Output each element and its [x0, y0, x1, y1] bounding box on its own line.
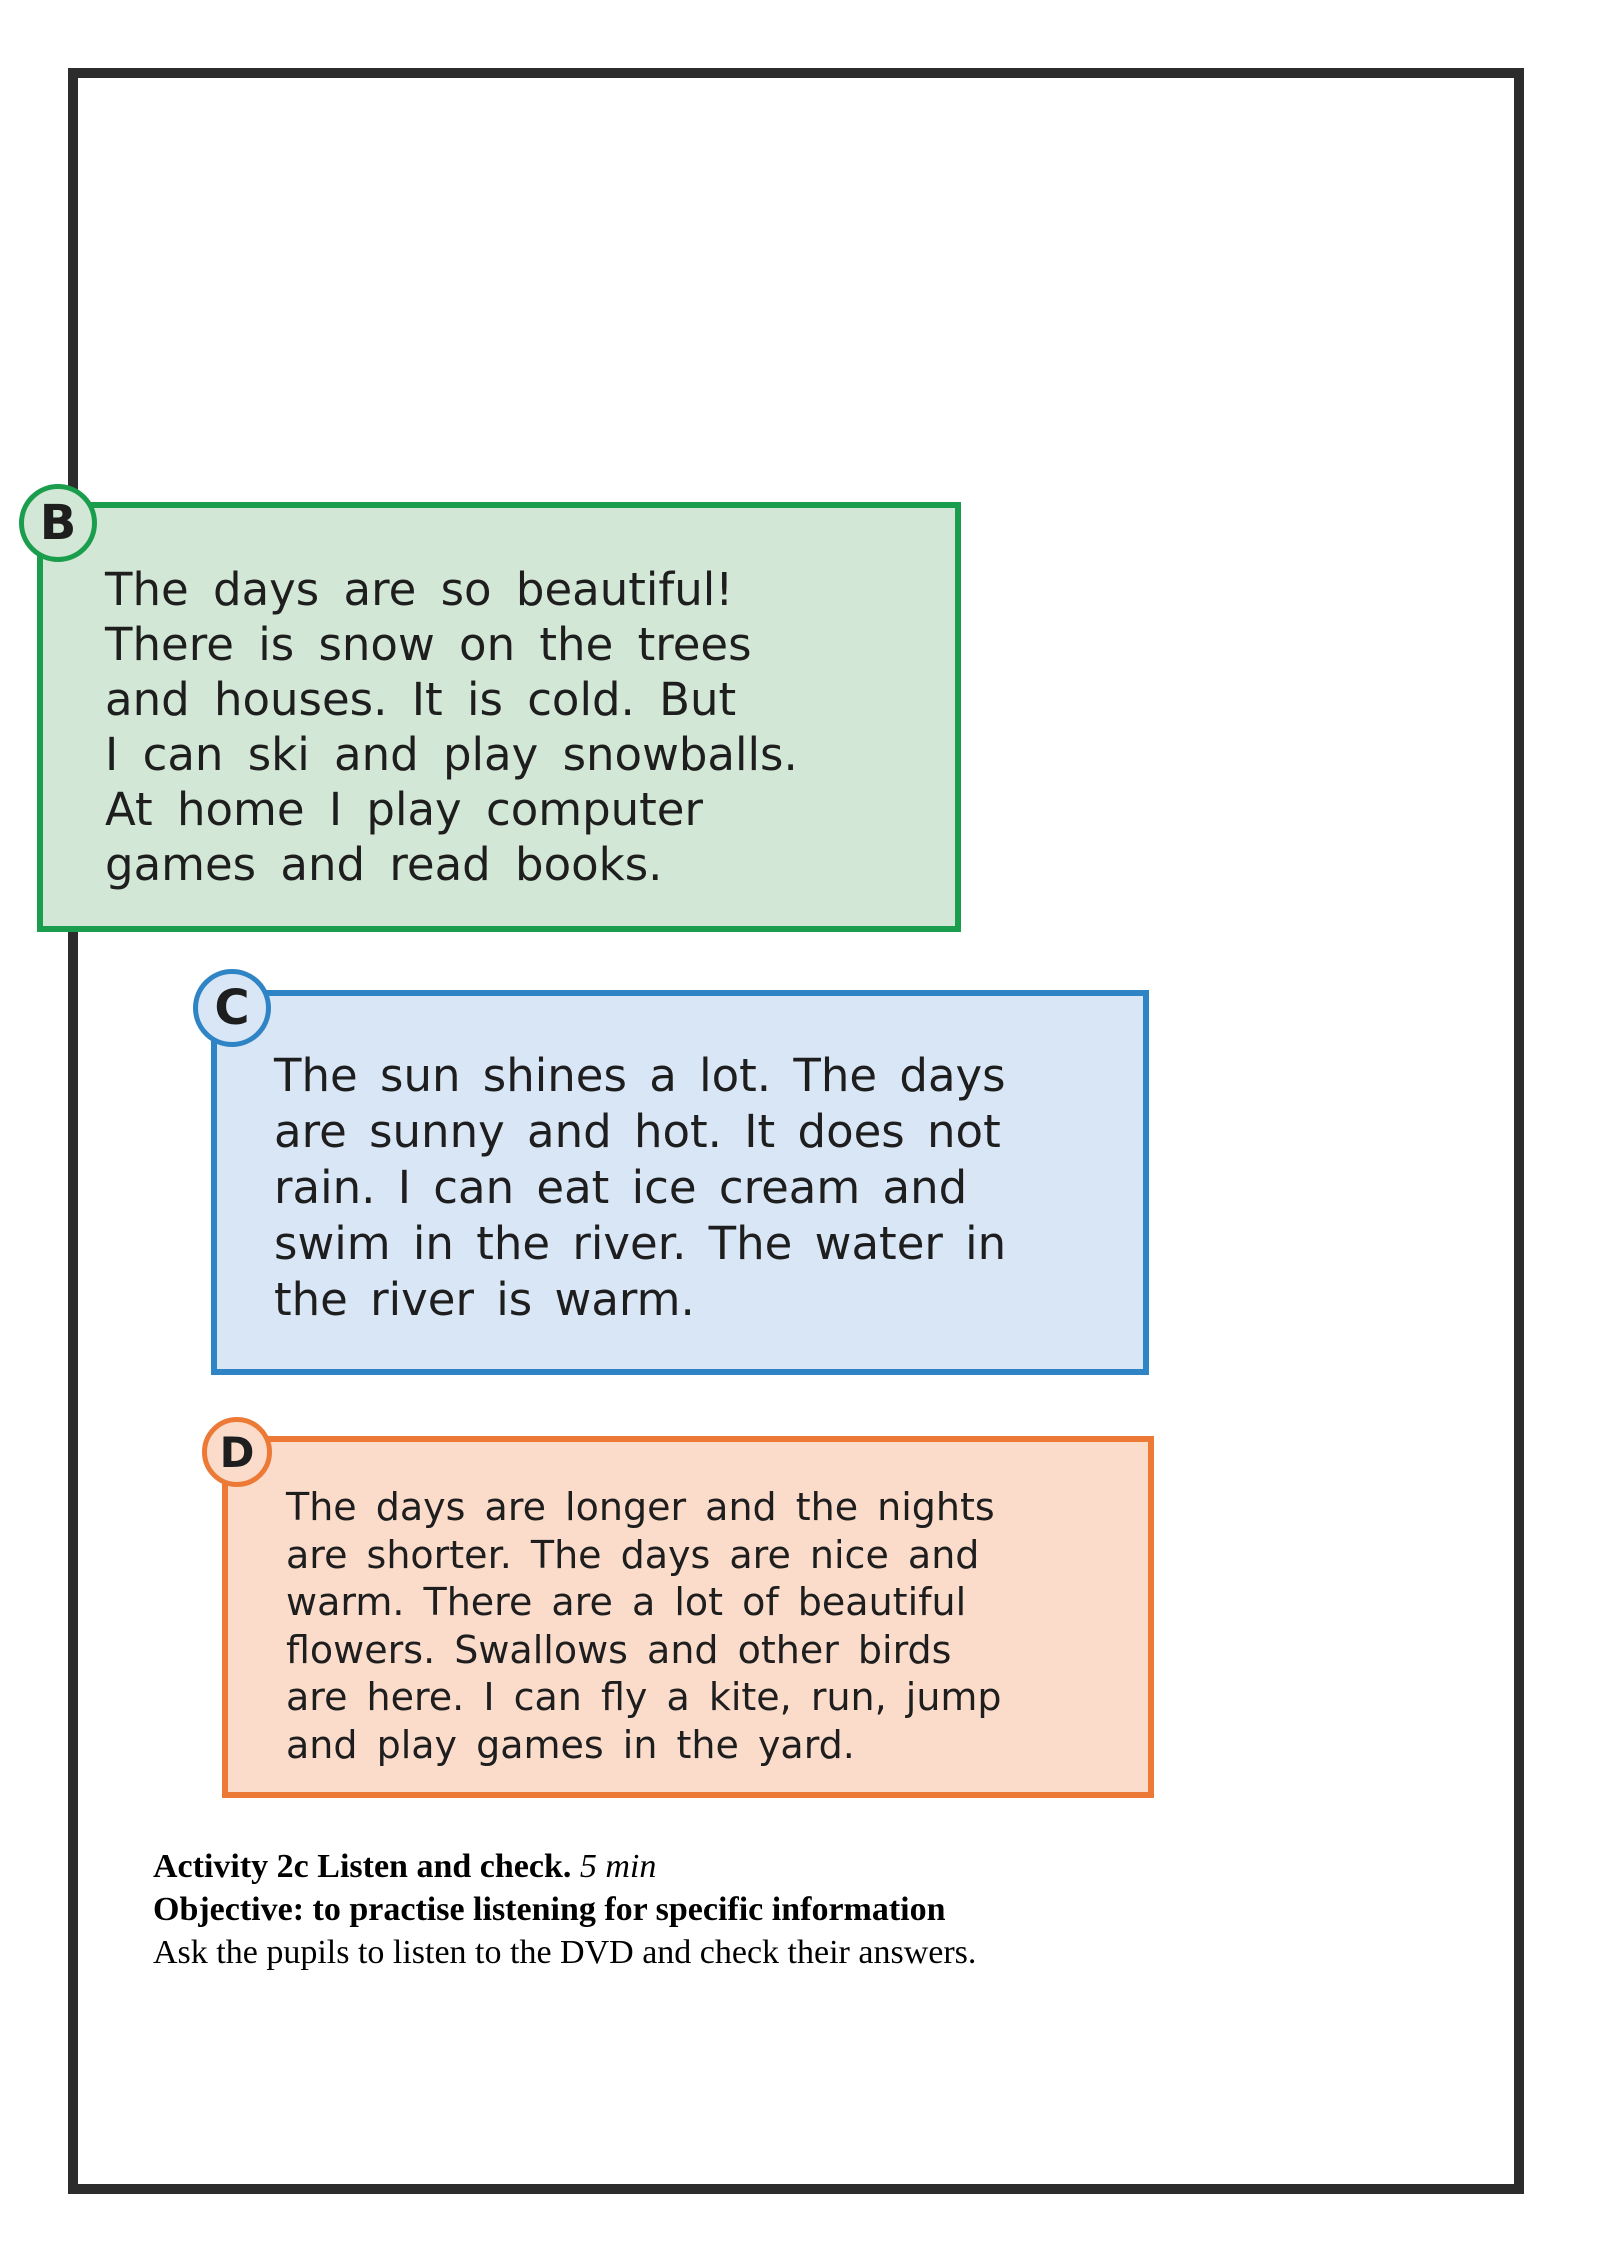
- text-card-c: [211, 990, 1149, 1375]
- activity-heading-line: [153, 1845, 976, 1888]
- activity-title: Activity 2c Listen and check.: [153, 1848, 572, 1885]
- card-line: I can ski and play snowballs.: [105, 728, 798, 781]
- card-line: are here. I can fly a kite, run, jump: [286, 1675, 1002, 1719]
- badge-b-label: B: [19, 484, 97, 562]
- card-line: At home I play computer: [105, 783, 703, 836]
- card-line: flowers. Swallows and other birds: [286, 1627, 952, 1672]
- activity-duration: 5 min: [579, 1848, 657, 1885]
- activity-objective: Objective: to practise listening for specific information: [153, 1891, 946, 1928]
- card-line: and houses. It is cold. But: [105, 673, 737, 726]
- card-line: the river is warm.: [274, 1273, 695, 1326]
- badge-d-label: D: [202, 1417, 272, 1487]
- card-line: are shorter. The days are nice and: [286, 1532, 980, 1577]
- activity-notes: [153, 1845, 976, 1974]
- card-line: swim in the river. The water in: [274, 1217, 1007, 1270]
- card-line: The sun shines a lot. The days: [274, 1049, 1006, 1102]
- card-c-text: [274, 1048, 1143, 1328]
- card-d-text: [286, 1484, 1148, 1769]
- card-line: warm. There are a lot of beautiful: [286, 1580, 967, 1624]
- activity-instruction: Ask the pupils to listen to the DVD and check their answers.: [153, 1934, 977, 1971]
- text-card-d: [222, 1436, 1154, 1798]
- card-line: There is snow on the trees: [105, 618, 752, 671]
- card-line: are sunny and hot. It does not: [274, 1105, 1001, 1158]
- card-line: games and read books.: [105, 838, 663, 891]
- card-b-text: [105, 562, 955, 892]
- card-line: The days are so beautiful!: [105, 563, 734, 616]
- card-line: The days are longer and the nights: [286, 1485, 995, 1529]
- card-line: and play games in the yard.: [286, 1722, 855, 1767]
- card-line: rain. I can eat ice cream and: [274, 1161, 968, 1214]
- text-card-b: [37, 502, 961, 932]
- badge-c-label: C: [193, 969, 271, 1047]
